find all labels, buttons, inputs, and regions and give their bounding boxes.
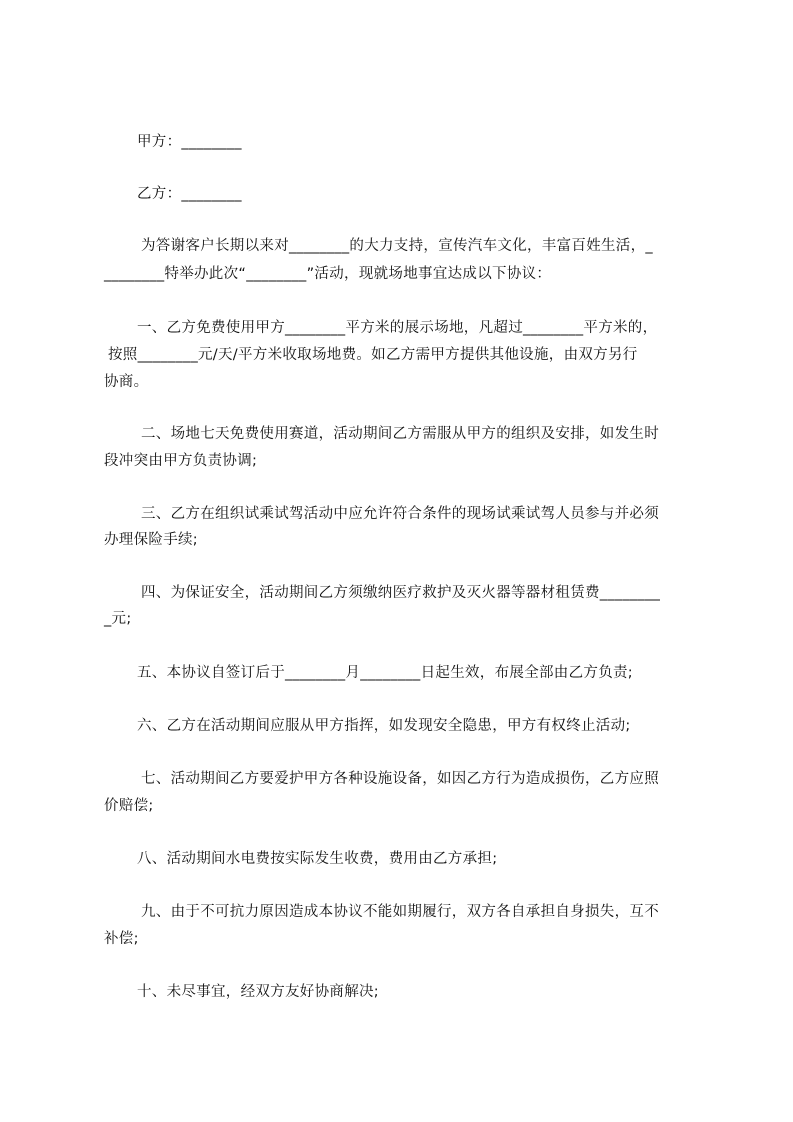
clause-6-line-1: 六、乙方在活动期间应服从甲方指挥，如发现安全隐患，甲方有权终止活动; [137, 718, 631, 734]
clause-3-line-1: 三、乙方在组织试乘试驾活动中应允许符合条件的现场试乘试驾人员参与并必须 [141, 506, 659, 522]
clause-9-line-1: 九、由于不可抗力原因造成本协议不能如期履行，双方各自承担自身损失，互不 [141, 904, 659, 920]
party-b-line: 乙方：________ [137, 186, 242, 202]
clause-9-line-2: 补偿; [104, 931, 139, 947]
clause-2-line-2: 段冲突由甲方负责协调; [104, 453, 258, 469]
clause-1-line-1: 一、乙方免费使用甲方________平方米的展示场地，凡超过________平方米的， [137, 320, 658, 336]
clause-10-line-1: 十、未尽事宜，经双方友好协商解决; [137, 984, 379, 1000]
clause-1-line-2: 按照________元/天/平方米收取场地费。如乙方需甲方提供其他设施，由双方另行 [108, 347, 638, 363]
intro-line-1: 为答谢客户长期以来对________的大力支持，宣传汽车文化，丰富百姓生活，_ [141, 238, 653, 254]
clause-2-line-1: 二、场地七天免费使用赛道，活动期间乙方需服从甲方的组织及安排，如发生时 [141, 426, 659, 442]
clause-4-line-2: _元; [104, 611, 132, 627]
party-a-line: 甲方：________ [137, 134, 242, 150]
clause-1-line-3: 协商。 [104, 374, 149, 390]
clause-7-line-1: 七、活动期间乙方要爱护甲方各种设施设备，如因乙方行为造成损伤，乙方应照 [141, 771, 659, 787]
intro-line-2: ________特举办此次“________”活动，现就场地事宜达成以下协议： [104, 266, 552, 282]
clause-7-line-2: 价赔偿; [104, 798, 154, 814]
clause-3-line-2: 办理保险手续; [104, 532, 198, 548]
clause-5-line-1: 五、本协议自签订后于________月________日起生效，布展全部由乙方负责; [137, 665, 633, 681]
clause-8-line-1: 八、活动期间水电费按实际发生收费，费用由乙方承担; [137, 851, 498, 867]
clause-4-line-1: 四、为保证安全，活动期间乙方须缴纳医疗救护及灭火器等器材租赁费________ [141, 585, 661, 601]
